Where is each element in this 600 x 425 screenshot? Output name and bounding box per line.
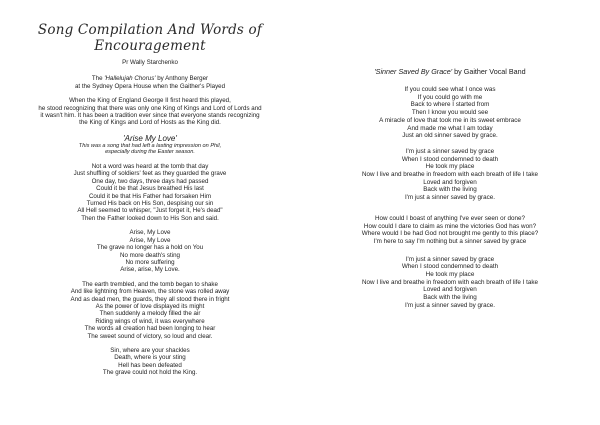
lyric-line: Loved and forgiven	[423, 286, 477, 294]
lyric-line: A miracle of love that took me in its sweet embrace	[379, 116, 521, 124]
lyric-line: Now I live and breathe in freedom with each breath of life I take	[361, 171, 539, 179]
lyric-line: Back to where I started from	[410, 101, 490, 109]
lyric-line: Riding wings of wind, it was everywhere	[95, 317, 205, 325]
lyric-line: Then the Father looked down to His Son and said.	[81, 214, 219, 222]
byline: Pr Wally Starchenko	[122, 59, 178, 66]
lyric-line: How could I boast of anything I've ever seen or done?	[375, 214, 525, 222]
hallelujah-suffix: by Anthony Berger	[155, 75, 209, 83]
sinner-saved-artist: by Gaither Vocal Band	[452, 67, 526, 76]
lyric-line: Could it be that Jesus breathed His last	[96, 185, 204, 193]
lyric-line: As the power of love displayed its might	[95, 302, 205, 310]
sinner-verse-1	[300, 86, 600, 140]
lyric-line: The grave no longer has a hold on You	[96, 244, 204, 252]
arise-stanza-1	[0, 163, 300, 222]
lyric-line: Just shuffling of soldiers' feet as they guarded the grave	[73, 170, 227, 178]
hallelujah-venue: at the Sydney Opera House when the Gaither's Played	[74, 82, 226, 90]
booklet-title: Song Compilation And Words of Encouragement	[37, 22, 263, 54]
lyric-line: I'm here to say I'm nothing but a sinner saved by grace	[373, 237, 527, 245]
arise-stanza-2	[0, 281, 300, 340]
lyric-line: When I stood condemned to death	[401, 263, 499, 271]
lyric-line: Where would I be had God not brought me gently to this place?	[361, 230, 539, 238]
lyric-line: All Hell seemed to whisper, "Just forget it, He's dead"	[77, 207, 223, 215]
hallelujah-heading	[0, 75, 300, 82]
lyric-line: If you could go with me	[417, 93, 483, 101]
arise-stanza-3	[0, 347, 300, 377]
lyric-line: No more suffering	[125, 258, 175, 266]
lyric-line: And like lightning from Heaven, the stone was rolled away	[70, 288, 230, 296]
sinner-chorus-2	[300, 256, 600, 310]
lyric-line: He took my place	[425, 163, 475, 171]
lyric-line: And as dead men, the guards, they all stood there in fright	[70, 295, 230, 303]
lyric-line: Hell has been defeated	[118, 361, 182, 369]
intro-line: the King of Kings and Lord of Hosts as the King did.	[79, 119, 221, 127]
lyric-line: How could I dare to claim as mine the victories God has won?	[363, 222, 537, 230]
lyric-line: Sin, where are your shackles	[110, 346, 190, 354]
arise-title: 'Arise My Love'	[123, 133, 177, 143]
lyric-line: Then I know you would see	[411, 109, 489, 117]
arise-note-line: especially during the Easter season.	[105, 149, 195, 156]
lyric-line: Then suddenly a melody filled the air	[99, 310, 201, 318]
lyric-line: Arise, My Love	[129, 236, 171, 244]
intro-line: When the King of England George II first heard this played,	[69, 97, 231, 105]
lyric-line: He took my place	[425, 271, 475, 279]
hallelujah-title: 'Hallelujah Chorus'	[104, 75, 156, 83]
intro-line: it wasn't him. It has been a tradition ever since that everyone stands recognizing	[40, 112, 260, 120]
lyric-line: Not a word was heard at the tomb that day	[91, 163, 209, 171]
sinner-saved-heading	[300, 67, 600, 76]
hallelujah-prefix: The	[91, 75, 105, 83]
lyric-line: I'm just a sinner saved by grace	[405, 147, 495, 155]
lyric-line: The words all creation had been longing to hear	[84, 325, 216, 333]
lyric-line: When I stood condemned to death	[401, 155, 499, 163]
lyric-line: If you could see what I once was	[404, 86, 496, 93]
lyric-line: Arise, arise, My Love.	[120, 266, 180, 274]
lyric-line: Back with the living	[423, 294, 477, 302]
lyric-line: Back with the living	[423, 186, 477, 194]
lyric-line: I'm just a sinner saved by grace.	[404, 194, 496, 202]
lyric-line: One day, two days, three days had passed	[91, 177, 209, 185]
lyric-line: The sweet sound of victory, so loud and clear.	[87, 332, 213, 340]
sinner-saved-title: 'Sinner Saved By Grace'	[374, 67, 453, 76]
intro-line: he stood recognizing that there was only one King of Kings and Lord of Lords and	[38, 104, 262, 112]
lyric-line: Loved and forgiven	[423, 178, 477, 186]
lyric-line: No more death's sting	[120, 251, 180, 259]
intro-paragraph	[0, 97, 300, 127]
lyric-line: Just an old sinner saved by grace.	[402, 132, 498, 140]
sinner-verse-2	[300, 215, 600, 246]
lyric-line: I'm just a sinner saved by grace.	[404, 301, 496, 309]
right-page	[300, 0, 600, 425]
sinner-chorus-1	[300, 148, 600, 202]
lyric-line: Now I live and breathe in freedom with each breath of life I take	[361, 278, 539, 286]
lyric-line: Arise, My Love	[129, 229, 171, 237]
lyric-line: Could it be that His Father had forsaken Him	[88, 192, 212, 200]
lyric-line: The grave could not hold the King.	[102, 369, 198, 377]
lyric-line: And made me what I am today	[407, 124, 493, 132]
lyric-line: I'm just a sinner saved by grace	[405, 255, 495, 263]
arise-chorus	[0, 229, 300, 273]
lyric-line: Turned His back on His Son, despising our sin	[86, 200, 214, 208]
arise-note-line: This was a song that had left a lasting impression on Phil,	[78, 142, 222, 149]
lyric-line: Death, where is your sting	[114, 354, 186, 362]
lyric-line: The earth trembled, and the tomb began to shake	[82, 280, 218, 288]
